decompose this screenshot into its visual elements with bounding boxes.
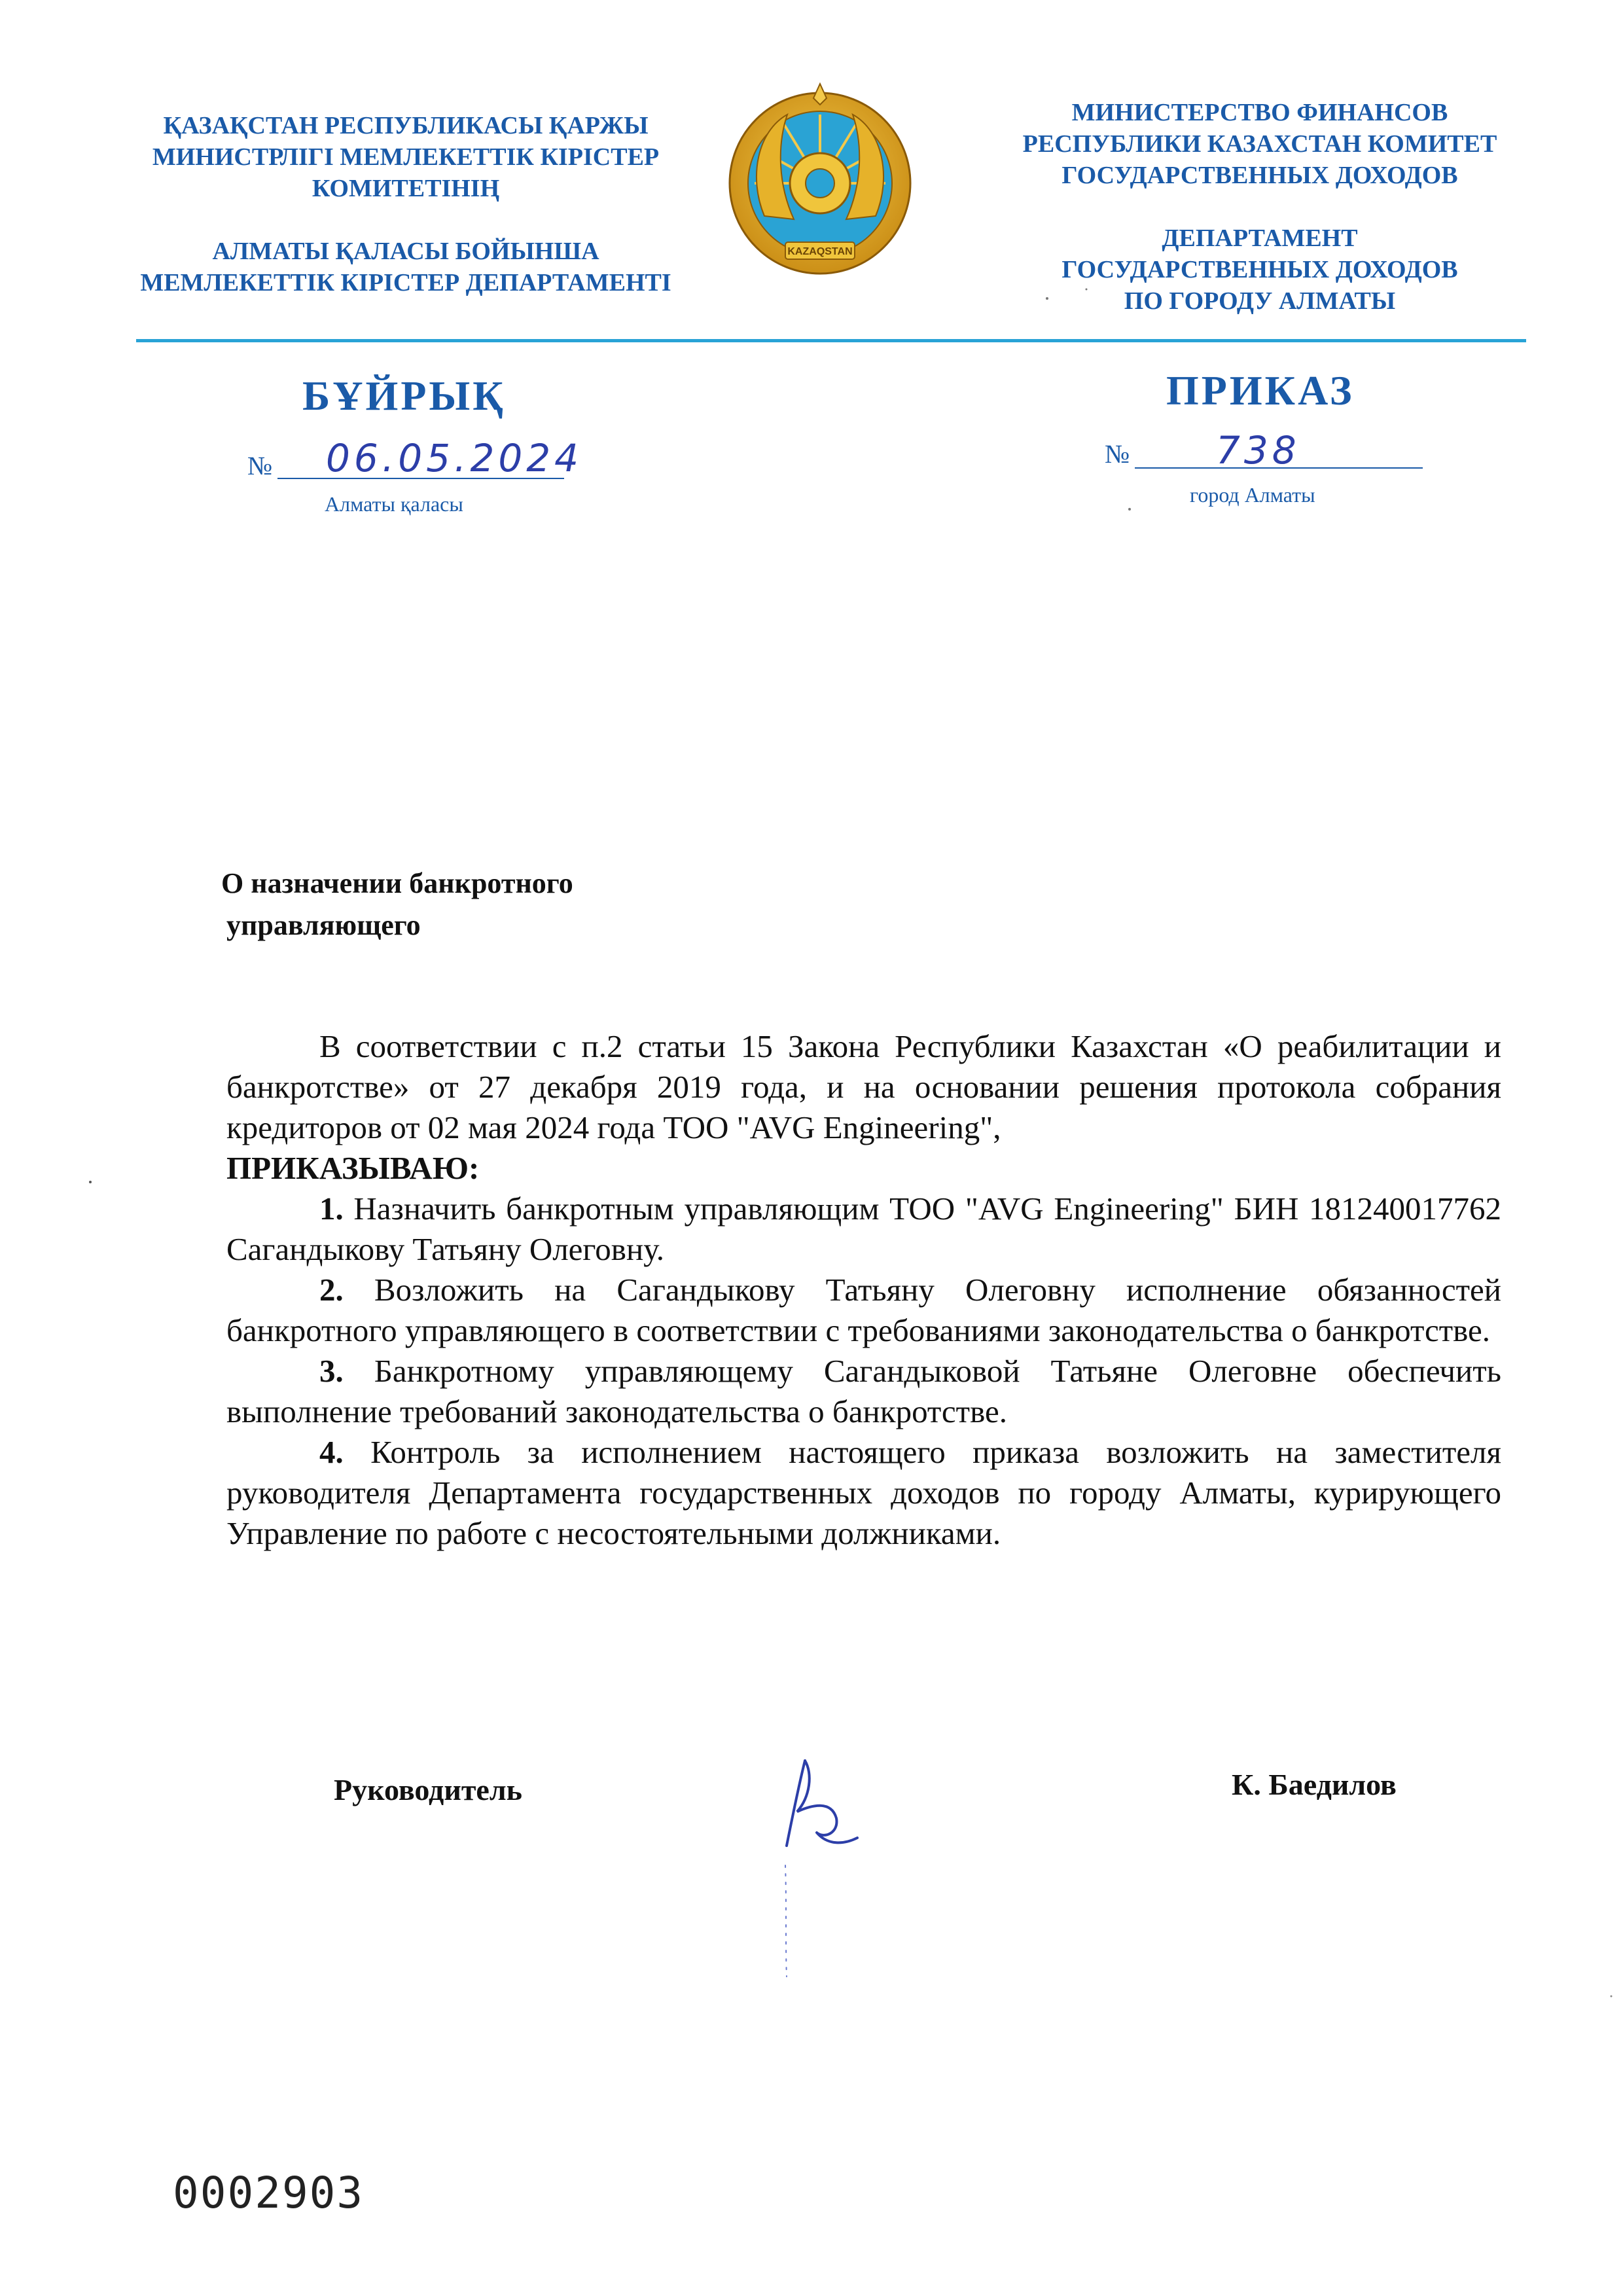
state-emblem-icon xyxy=(725,79,915,295)
header-left-gap xyxy=(124,204,687,236)
handwritten-signature xyxy=(759,1734,890,1983)
handwritten-order-number: 738 xyxy=(1216,428,1300,473)
item-text: Контроль за исполнением настоящего приказа возложить на заместителя руководителя Департамента государственных доходов по городу Алматы, курирующего Управление по работе с несостоятельными должниками. xyxy=(226,1434,1501,1551)
preamble-paragraph: В соответствии с п.2 статьи 15 Закона Республики Казахстан «О реабилитации и банкротстве» от 27 декабря 2019 года, и на основании решения протокола собрания кредиторов от 02 мая 2024 года ТОО "AVG Engineering", xyxy=(226,1028,1501,1145)
header-right-line: ДЕПАРТАМЕНТ xyxy=(1162,224,1358,252)
header-right-line: ГОСУДАРСТВЕННЫХ ДОХОДОВ xyxy=(1061,162,1458,189)
item-text: Назначить банкротным управляющим ТОО "AVG Engineering" БИН 181240017762 Сагандыкову Татьяну Олеговну. xyxy=(226,1191,1502,1267)
signatory-name: К. Баедилов xyxy=(1232,1768,1397,1801)
emblem-label: KAZAQSTAN xyxy=(787,246,853,257)
item-text: Банкротному управляющему Сагандыковой Татьяне Олеговне обеспечить выполнение требований законодательства о банкротстве. xyxy=(226,1353,1502,1429)
header-left-line: ҚАЗАҚСТАН РЕСПУБЛИКАСЫ ҚАРЖЫ xyxy=(163,112,649,139)
city-label-kz: Алматы қаласы xyxy=(325,492,463,516)
header-left-line: МИНИСТРЛІГІ МЕМЛЕКЕТТІК КІРІСТЕР xyxy=(152,143,660,171)
order-number-label-ru: № xyxy=(1105,439,1130,469)
header-right-line: ГОСУДАРСТВЕННЫХ ДОХОДОВ xyxy=(1061,256,1458,283)
order-title-kz: БҰЙРЫҚ xyxy=(302,372,506,419)
city-label-ru: город Алматы xyxy=(1190,483,1315,507)
serial-number: 0002903 xyxy=(173,2168,365,2218)
header-right-line: РЕСПУБЛИКИ КАЗАХСТАН КОМИТЕТ xyxy=(1022,130,1497,158)
subject-line: О назначении банкротного xyxy=(221,867,573,899)
signatory-title: Руководитель xyxy=(334,1773,522,1806)
header-right-ru xyxy=(962,97,1558,317)
header-left-line: МЕМЛЕКЕТТІК КІРІСТЕР ДЕПАРТАМЕНТІ xyxy=(140,269,671,296)
item-number: 3. xyxy=(319,1353,344,1389)
header-right-line: МИНИСТЕРСТВО ФИНАНСОВ xyxy=(1071,99,1448,126)
header-right-gap xyxy=(962,191,1558,223)
order-subject xyxy=(221,863,573,946)
order-number-label-kz: № xyxy=(247,451,273,480)
order-word xyxy=(226,1148,1501,1189)
item-number: 2. xyxy=(319,1272,344,1308)
header-left-line: КОМИТЕТІНІҢ xyxy=(312,175,500,202)
header-right-line: ПО ГОРОДУ АЛМАТЫ xyxy=(1124,287,1396,315)
item-number: 1. xyxy=(319,1191,344,1227)
order-body xyxy=(226,1026,1501,1554)
order-item xyxy=(226,1432,1501,1554)
header-left-kz xyxy=(124,110,687,298)
header-divider xyxy=(136,339,1526,342)
order-item xyxy=(226,1189,1501,1270)
order-word-text: ПРИКАЗЫВАЮ: xyxy=(226,1150,480,1186)
order-item xyxy=(226,1270,1501,1351)
item-number: 4. xyxy=(319,1434,344,1470)
header-left-line: АЛМАТЫ ҚАЛАСЫ БОЙЫНША xyxy=(212,238,599,265)
order-item xyxy=(226,1351,1501,1432)
order-title-ru: ПРИКАЗ xyxy=(1166,367,1355,414)
item-text: Возложить на Сагандыкову Татьяну Олеговну исполнение обязанностей банкротного управляющего в соответствии с требованиями законодательства о банкротстве. xyxy=(226,1272,1501,1348)
subject-line: управляющего xyxy=(226,909,421,941)
handwritten-date: 06.05.2024 xyxy=(326,436,583,480)
